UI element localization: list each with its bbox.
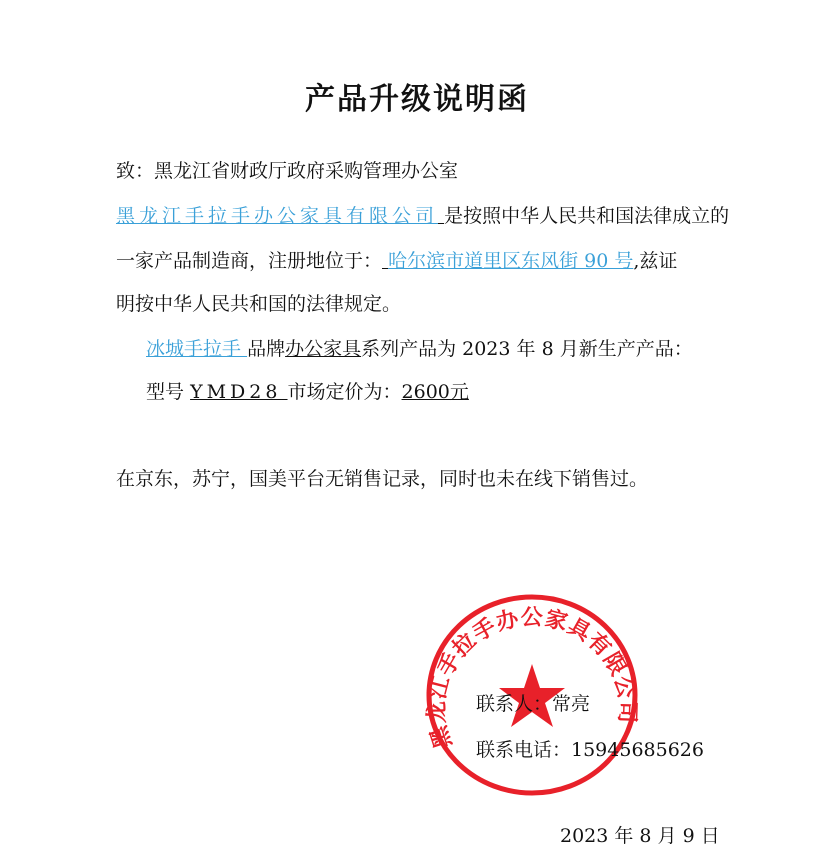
price-label: 市场定价为： [287,381,402,403]
company-name: 黑龙江手拉手办公家具有限公司 [116,205,439,227]
paragraph-3: 在京东，苏宁，国美平台无销售记录，同时也未在线下销售过。 [116,468,649,490]
contact-phone: 联系电话：15945685626 [476,739,704,761]
contact-person: 联系人：常亮 [476,693,591,715]
paragraph-1-line-1 [116,201,729,228]
registered-address-label: 一家产品制造商，注册地位于： [116,250,383,272]
paragraph-1-text: 是按照中华人民共和国法律成立的 [444,205,730,227]
paragraph-1-line-2 [116,246,677,273]
model-price-line [146,377,469,404]
paragraph-2 [146,334,693,361]
paragraph-2-text: 系列产品为 2023 年 8 月新生产产品： [361,338,693,360]
product-type: 办公家具 [285,338,362,360]
seal-text: 黑龙江手拉手办公家具有限公司 [423,604,641,752]
model-number: YMD28 [190,381,282,403]
paragraph-1-suffix: ,兹证 [633,250,678,272]
document-date: 2023 年 8 月 9 日 [560,825,720,847]
model-label: 型号 [146,381,185,403]
brand-label: 品牌 [247,338,286,360]
recipient-line: 致：黑龙江省财政厅政府采购管理办公室 [116,160,459,182]
price-value: 2600元 [401,381,469,403]
brand-name: 冰城手拉手 [146,338,242,360]
paragraph-1-line-3: 明按中华人民共和国的法律规定。 [116,293,402,315]
document-title: 产品升级说明函 [305,82,529,117]
registered-address: 哈尔滨市道里区东风街 90 号 [388,250,634,272]
